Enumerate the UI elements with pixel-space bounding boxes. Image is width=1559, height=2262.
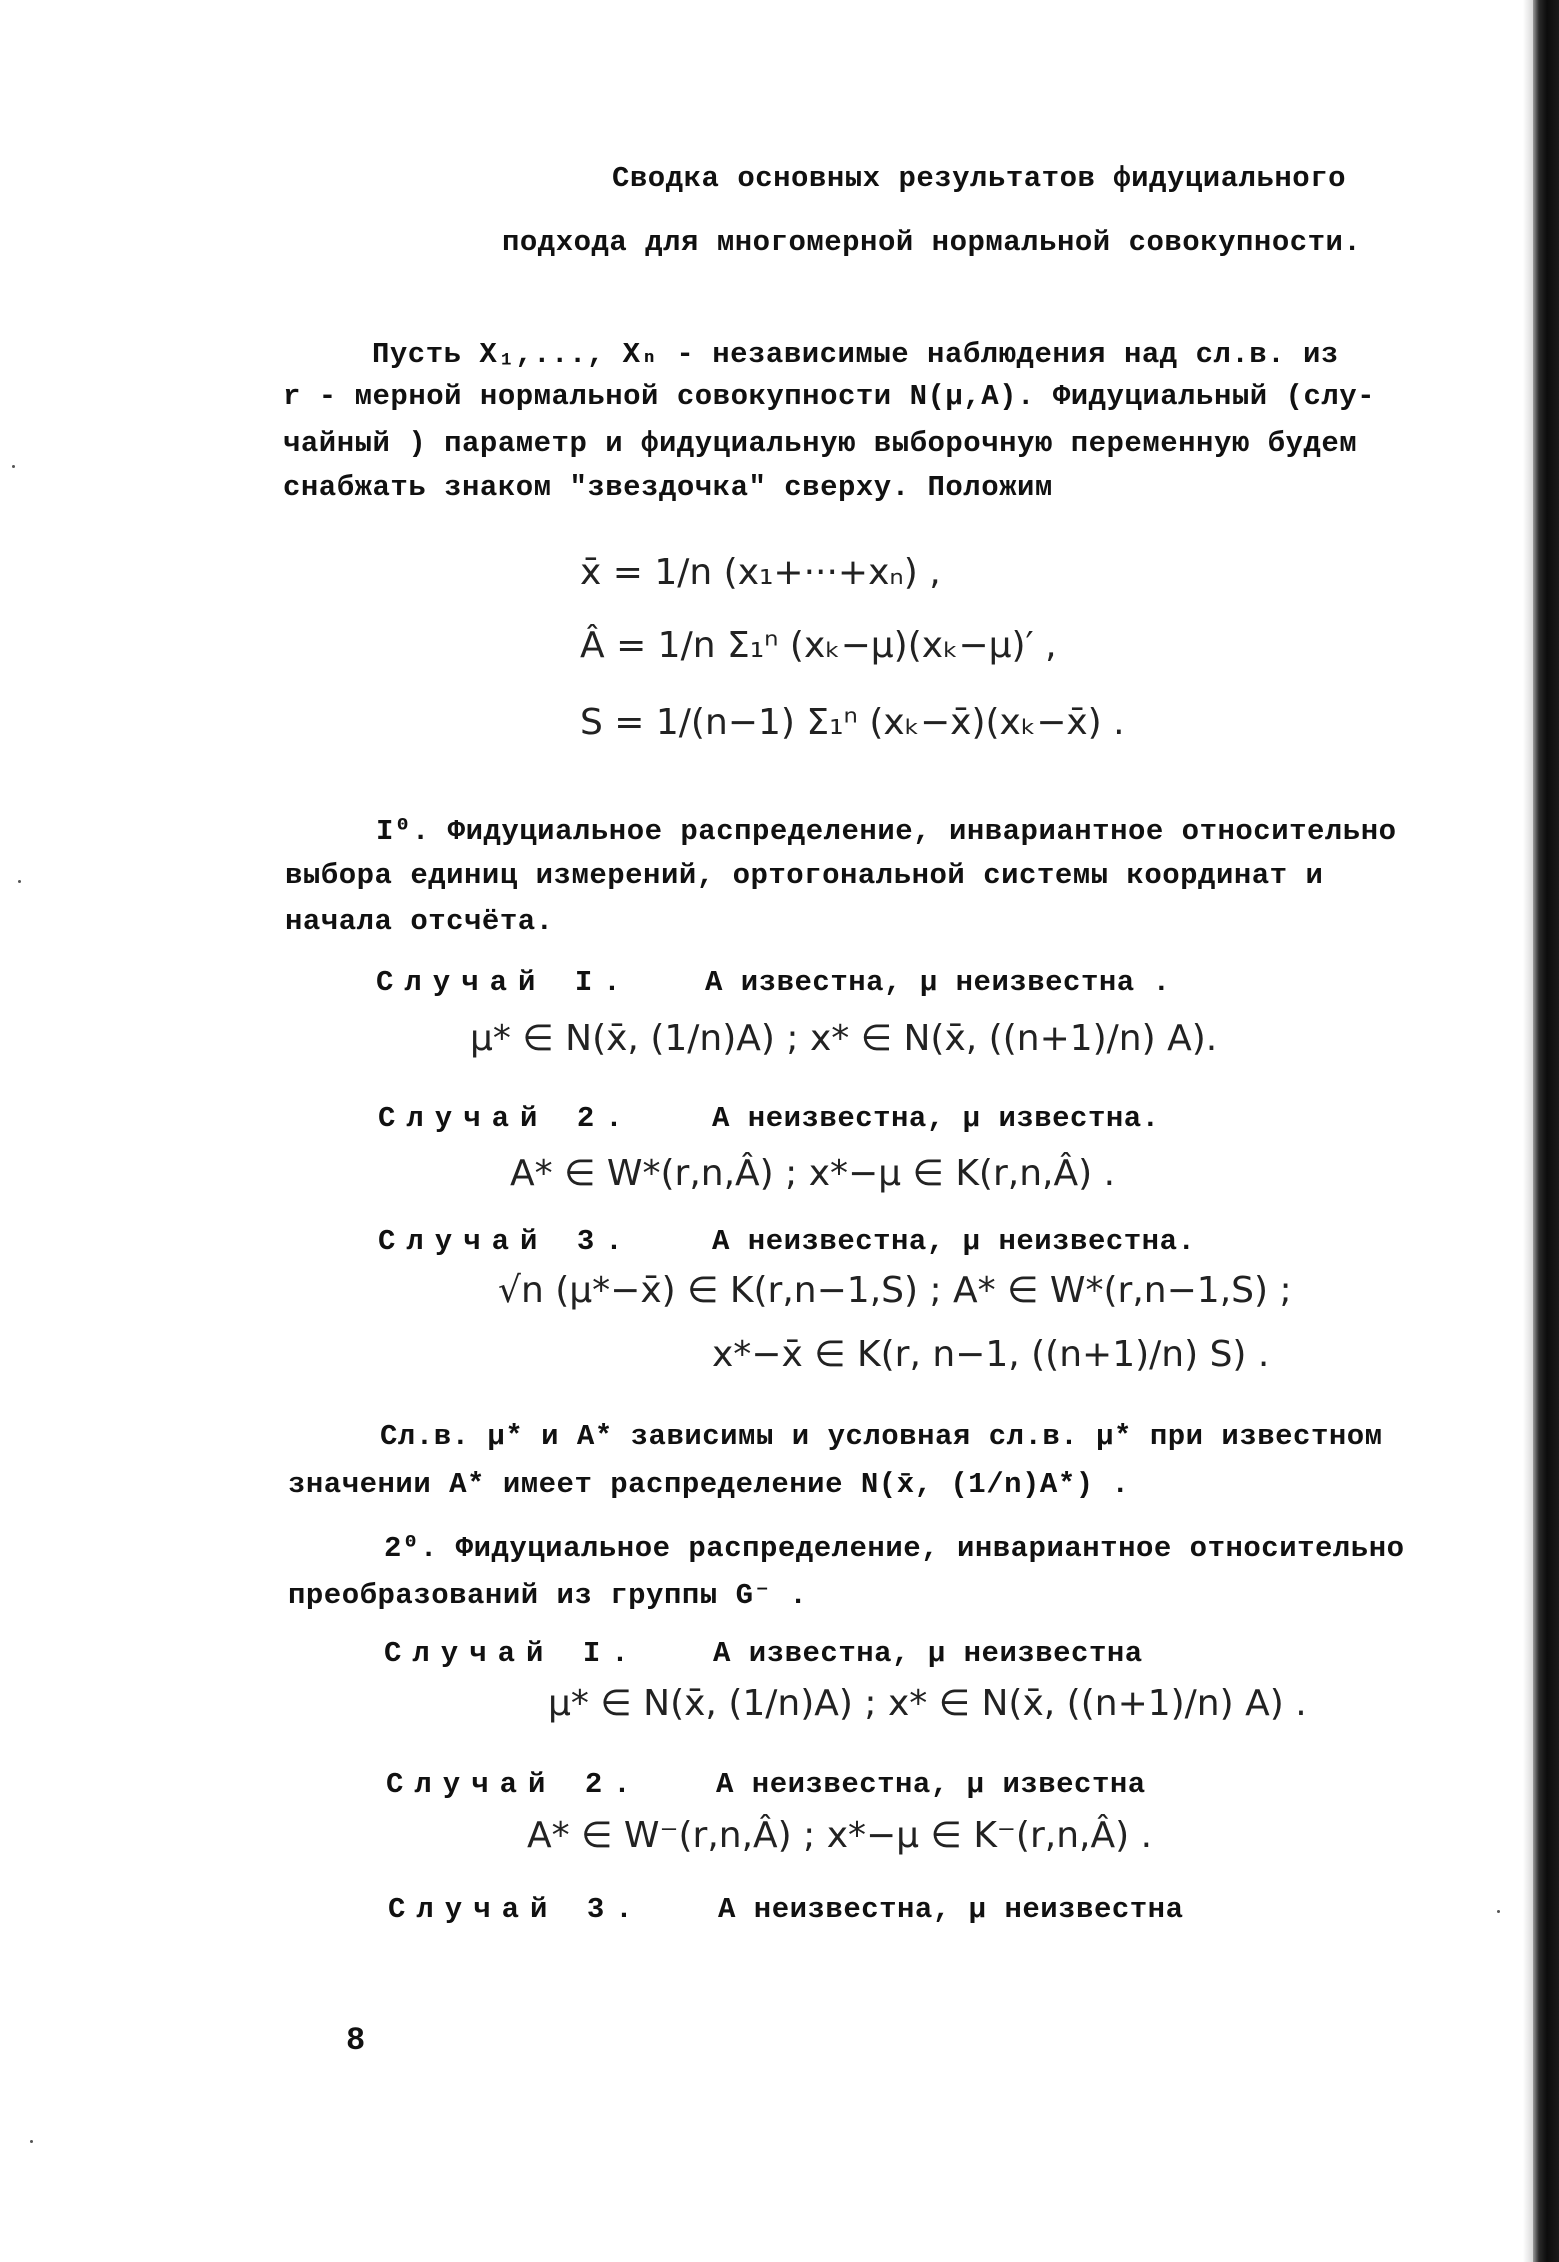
page-binding-edge: [1533, 0, 1559, 2262]
title-line-1: Сводка основных результатов фидуциального: [612, 162, 1347, 195]
s2-case2-text: A неизвестна, μ известна: [716, 1768, 1146, 1801]
s1-case3-text: A неизвестна, μ неизвестна.: [712, 1225, 1196, 1258]
section2-line-1: 2⁰. Фидуциальное распределение, инвариантное относительно: [384, 1532, 1405, 1565]
intro-line-2: r - мерной нормальной совокупности N(μ,A). Фидуциальный (слу-: [283, 380, 1376, 413]
scan-speck: [30, 2140, 33, 2143]
scan-speck: [1497, 1910, 1500, 1913]
s1-case1-text: A известна, μ неизвестна .: [705, 966, 1171, 999]
title-line-2: подхода для многомерной нормальной совокупности.: [502, 226, 1362, 259]
definition-mean: x̄ = 1/n (x₁+···+xₙ) ,: [580, 552, 941, 593]
scan-speck: [12, 465, 15, 468]
intro-line-1: Пусть X₁,..., Xₙ - независимые наблюдения над сл.в. из: [372, 338, 1339, 371]
section1-line-2: выбора единиц измерений, ортогональной системы координат и: [285, 859, 1324, 892]
s2-case2-heading: Случай 2.: [386, 1768, 642, 1801]
intro-line-3: чайный ) параметр и фидуциальную выборочную переменную будем: [283, 427, 1358, 460]
section1-note-2: значении A* имеет распределение N(x̄, (1/n)A*) .: [288, 1468, 1130, 1501]
s1-case3-formula-1: √n (μ*−x̄) ∈ K(r,n−1,S) ; A* ∈ W*(r,n−1,S) ;: [498, 1270, 1292, 1311]
s1-case2-formula: A* ∈ W*(r,n,Â) ; x*−μ ∈ K(r,n,Â) .: [510, 1153, 1116, 1194]
s2-case2-formula: A* ∈ W⁻(r,n,Â) ; x*−μ ∈ K⁻(r,n,Â) .: [527, 1815, 1153, 1856]
s2-case3-text: A неизвестна, μ неизвестна: [718, 1893, 1184, 1926]
s2-case1-text: A известна, μ неизвестна: [713, 1637, 1143, 1670]
s1-case1-formula: μ* ∈ N(x̄, (1/n)A) ; x* ∈ N(x̄, ((n+1)/n) A).: [470, 1018, 1218, 1059]
s2-case1-heading: Случай I.: [384, 1637, 640, 1670]
s2-case3-heading: Случай 3.: [388, 1893, 644, 1926]
s1-case3-formula-2: x*−x̄ ∈ K(r, n−1, ((n+1)/n) S) .: [712, 1334, 1270, 1375]
section1-line-1: I⁰. Фидуциальное распределение, инвариантное относительно: [376, 815, 1397, 848]
definition-s: S = 1/(n−1) Σ₁ⁿ (xₖ−x̄)(xₖ−x̄) .: [580, 702, 1125, 743]
section1-note-1: Сл.в. μ* и A* зависимы и условная сл.в. μ* при известном: [380, 1420, 1383, 1453]
section2-line-2: преобразований из группы G⁻ .: [288, 1579, 808, 1612]
intro-line-4: снабжать знаком "звездочка" сверху. Положим: [283, 471, 1053, 504]
page-edge-shadow: [1523, 0, 1533, 2262]
s2-case1-formula: μ* ∈ N(x̄, (1/n)A) ; x* ∈ N(x̄, ((n+1)/n) A) .: [548, 1683, 1307, 1724]
section1-line-3: начала отсчёта.: [285, 905, 554, 938]
s1-case2-heading: Случай 2.: [378, 1102, 634, 1135]
s1-case3-heading: Случай 3.: [378, 1225, 634, 1258]
definition-a-hat: Â = 1/n Σ₁ⁿ (xₖ−μ)(xₖ−μ)′ ,: [580, 625, 1057, 666]
page-number: 8: [346, 2022, 366, 2059]
s1-case1-heading: Случай I.: [376, 966, 632, 999]
scan-speck: [18, 880, 21, 883]
s1-case2-text: A неизвестна, μ известна.: [712, 1102, 1160, 1135]
